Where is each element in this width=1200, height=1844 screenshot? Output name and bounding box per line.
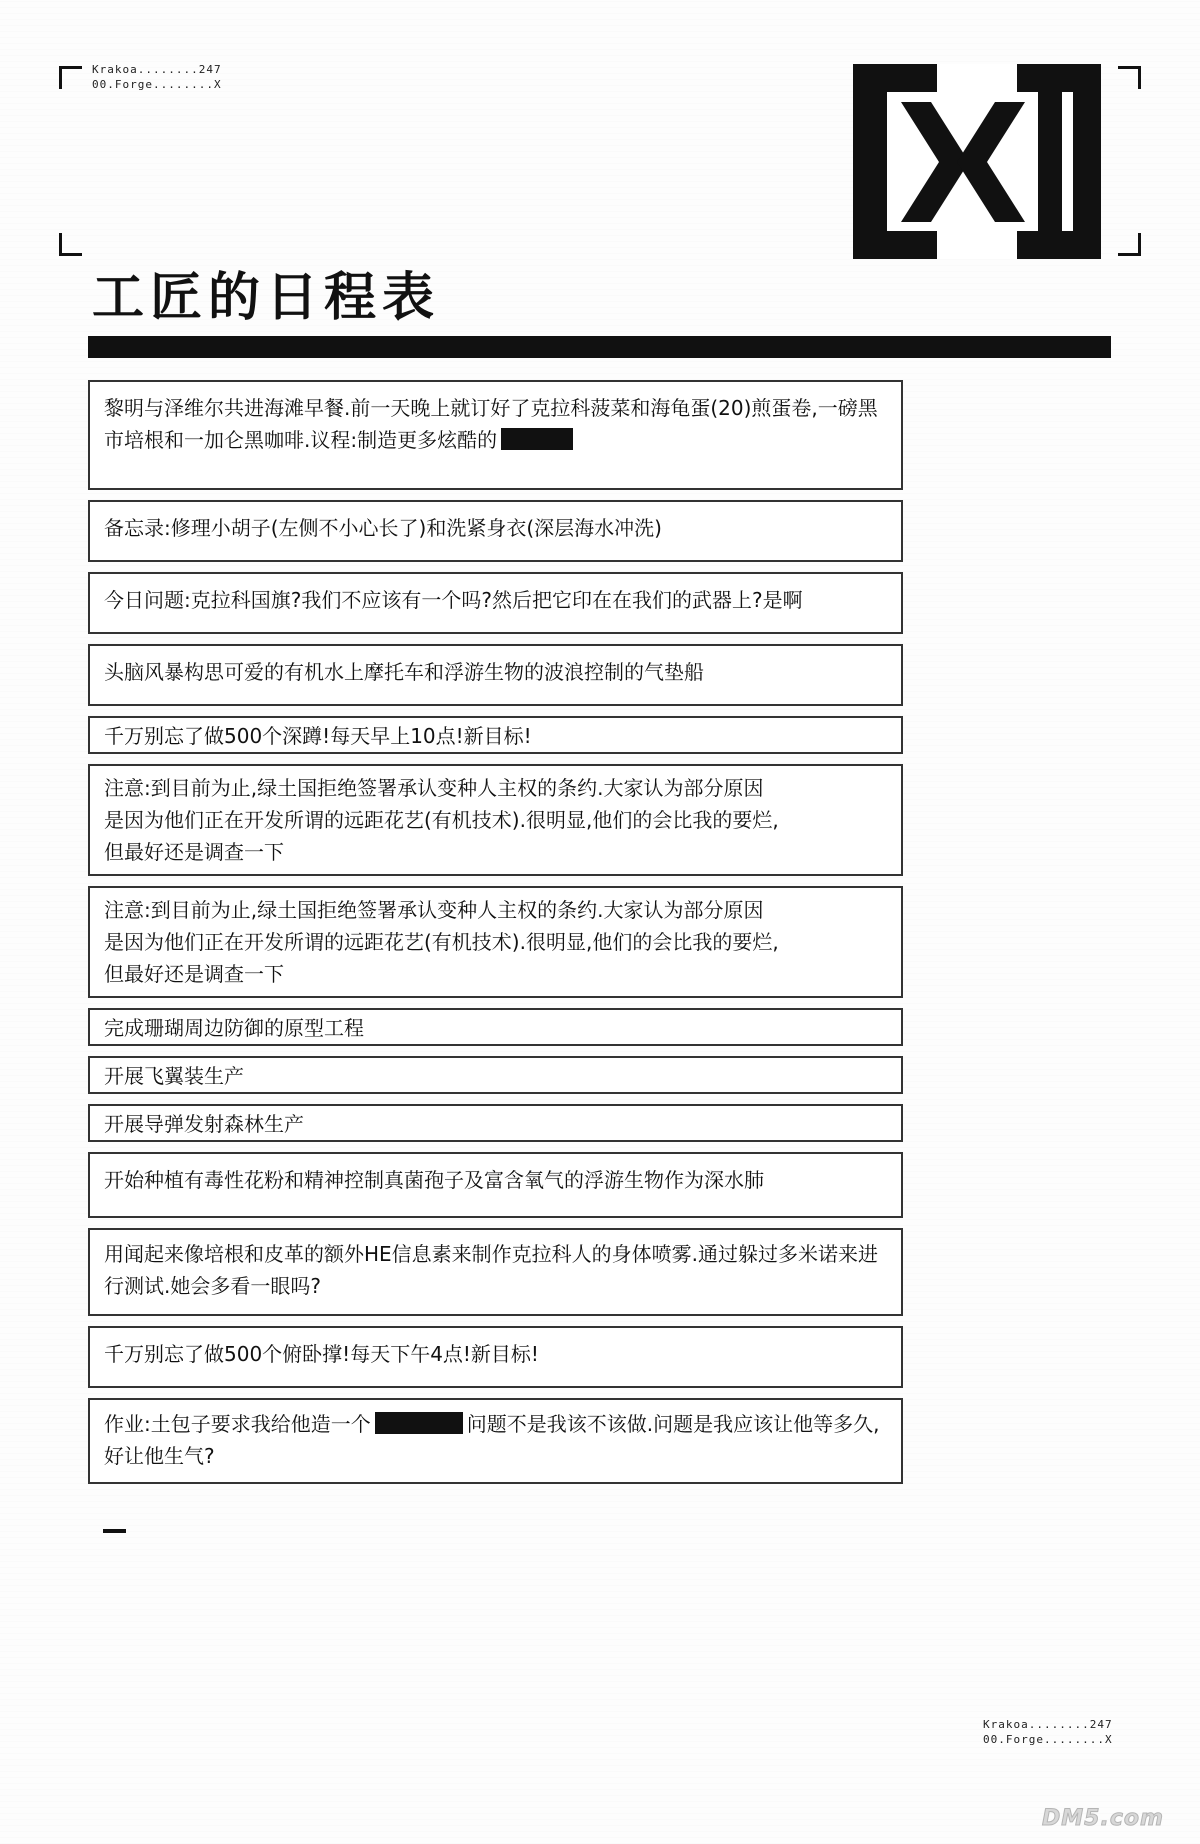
end-dash xyxy=(103,1529,126,1533)
header-code-line-2: 00.Forge........X xyxy=(92,78,222,91)
entry-text: 作业:土包子要求我给他造一个 xyxy=(104,1412,371,1436)
schedule-entry xyxy=(88,380,903,490)
schedule-entry xyxy=(88,1398,903,1484)
schedule-entry xyxy=(88,1008,903,1046)
header-code xyxy=(92,62,222,92)
entry-text: 备忘录:修理小胡子(左侧不小心长了)和洗紧身衣(深层海水冲洗) xyxy=(104,516,662,540)
schedule-entry xyxy=(88,1228,903,1316)
redaction-block xyxy=(501,428,573,450)
schedule-entry xyxy=(88,1104,903,1142)
entry-text: 注意:到目前为止,绿土国拒绝签署承认变种人主权的条约.大家认为部分原因是因为他们正在开发所谓的远距花艺(有机技术).很明显,他们的会比我的要烂,但最好还是调查一下 xyxy=(104,898,779,986)
header-code-line-1: Krakoa........247 xyxy=(92,63,222,76)
footer-code xyxy=(983,1717,1113,1747)
entry-text-tail: 问题不是我该不该做.问题是我应该让他等多久,好让他生气? xyxy=(104,1412,880,1468)
corner-bracket-top-left xyxy=(59,66,82,89)
entry-text: 千万别忘了做500个深蹲!每天早上10点!新目标! xyxy=(104,724,532,748)
schedule-list xyxy=(88,380,903,1494)
schedule-entry xyxy=(88,1056,903,1094)
schedule-entry xyxy=(88,644,903,706)
corner-bracket-bottom-right xyxy=(1118,233,1141,256)
schedule-entry xyxy=(88,1326,903,1388)
schedule-entry xyxy=(88,886,903,998)
entry-text: 开展导弹发射森林生产 xyxy=(104,1112,304,1136)
entry-text: 头脑风暴构思可爱的有机水上摩托车和浮游生物的波浪控制的气垫船 xyxy=(104,660,704,684)
footer-code-line-1: Krakoa........247 xyxy=(983,1718,1113,1731)
title-divider-bar xyxy=(88,336,1111,358)
redaction-block xyxy=(375,1412,463,1434)
entry-text: 开展飞翼装生产 xyxy=(104,1064,244,1088)
page-title: 工匠的日程表 xyxy=(92,268,441,328)
schedule-entry xyxy=(88,572,903,634)
schedule-entry xyxy=(88,500,903,562)
schedule-entry xyxy=(88,716,903,754)
entry-text: 用闻起来像培根和皮革的额外HE信息素来制作克拉科人的身体喷雾.通过躲过多米诺来进行测试.她会多看一眼吗? xyxy=(104,1242,879,1298)
corner-bracket-top-right xyxy=(1118,66,1141,89)
entry-text: 完成珊瑚周边防御的原型工程 xyxy=(104,1016,364,1040)
schedule-entry xyxy=(88,1152,903,1218)
corner-bracket-bottom-left xyxy=(59,233,82,256)
entry-text: 千万别忘了做500个俯卧撑!每天下午4点!新目标! xyxy=(104,1342,539,1366)
footer-code-line-2: 00.Forge........X xyxy=(983,1733,1113,1746)
watermark: DM5.com xyxy=(1042,1806,1164,1831)
schedule-entry xyxy=(88,764,903,876)
entry-text: 注意:到目前为止,绿土国拒绝签署承认变种人主权的条约.大家认为部分原因是因为他们正在开发所谓的远距花艺(有机技术).很明显,他们的会比我的要烂,但最好还是调查一下 xyxy=(104,776,779,864)
entry-text: 今日问题:克拉科国旗?我们不应该有一个吗?然后把它印在在我们的武器上?是啊 xyxy=(104,588,803,612)
entry-text: 开始种植有毒性花粉和精神控制真菌孢子及富含氧气的浮游生物作为深水肺 xyxy=(104,1168,764,1192)
entry-text: 黎明与泽维尔共进海滩早餐.前一天晚上就订好了克拉科菠菜和海龟蛋(20)煎蛋卷,一磅黑市培根和一加仑黑咖啡.议程:制造更多炫酷的 xyxy=(104,396,878,452)
x-of-swords-logo-icon xyxy=(853,64,1101,259)
